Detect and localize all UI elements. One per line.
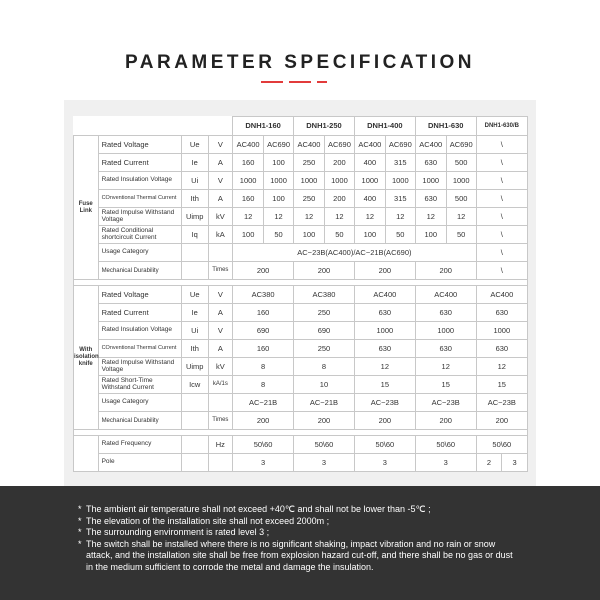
cell: \ bbox=[476, 172, 527, 190]
cell: 1000 bbox=[476, 322, 527, 340]
cell: 400 bbox=[354, 154, 385, 172]
cell: 160 bbox=[233, 154, 264, 172]
cell: 100 bbox=[264, 190, 294, 208]
table-row bbox=[74, 436, 528, 454]
row-label: Rated Short-Time Withstand Current bbox=[98, 376, 181, 394]
cell: 200 bbox=[354, 412, 415, 430]
cell: AC−23B bbox=[415, 394, 476, 412]
cell: 200 bbox=[476, 412, 527, 430]
cell: 250 bbox=[294, 304, 355, 322]
cell: 400 bbox=[354, 190, 385, 208]
cell: AC380 bbox=[233, 286, 294, 304]
notes-footer bbox=[0, 486, 600, 600]
cell: 100 bbox=[294, 226, 325, 244]
row-label: COnventional Thermal Current bbox=[98, 340, 181, 358]
cell: 500 bbox=[446, 154, 476, 172]
cell: 1000 bbox=[354, 172, 385, 190]
symbol: Ith bbox=[181, 340, 208, 358]
cell: 12 bbox=[446, 208, 476, 226]
row-label: Mechanical Durability bbox=[98, 262, 181, 280]
note-item: * The ambient air temperature shall not exceed +40℃ and shall not be lower than -5℃ ; bbox=[78, 504, 518, 516]
row-label: Rated Current bbox=[98, 304, 181, 322]
cell: AC380 bbox=[294, 286, 355, 304]
cell: 50 bbox=[446, 226, 476, 244]
header-dnh1-400: DNH1-400 bbox=[354, 117, 415, 136]
unit: A bbox=[208, 304, 233, 322]
cell: \ bbox=[476, 244, 527, 262]
cell: \ bbox=[476, 208, 527, 226]
row-label: Rated Frequency bbox=[98, 436, 181, 454]
note-item: * The switch shall be installed where there is no significant shaking, impact vibration and no rain or snow attack, and the installation site shall be free from explosion hazard cut-off, and there shall be no gas or dust in the medium sufficient to corrode the metal and damage the insulation. bbox=[78, 539, 518, 574]
cell: \ bbox=[476, 154, 527, 172]
cell: 250 bbox=[294, 340, 355, 358]
cell: 1000 bbox=[415, 322, 476, 340]
cell: AC−21B bbox=[294, 394, 355, 412]
cell: AC400 bbox=[354, 136, 385, 154]
cell: 630 bbox=[476, 304, 527, 322]
unit: kV bbox=[208, 358, 233, 376]
cell: 160 bbox=[233, 340, 294, 358]
cell: 15 bbox=[415, 376, 476, 394]
cell: 12 bbox=[476, 358, 527, 376]
page-title: PARAMETER SPECIFICATION bbox=[124, 52, 476, 73]
note-item: * The surrounding environment is rated level 3 ; bbox=[78, 527, 518, 539]
cell: 630 bbox=[354, 340, 415, 358]
cell: 12 bbox=[233, 208, 264, 226]
cell: 12 bbox=[415, 208, 446, 226]
cell: 50 bbox=[264, 226, 294, 244]
cell: 1000 bbox=[233, 172, 264, 190]
unit: V bbox=[208, 286, 233, 304]
cell: \ bbox=[476, 190, 527, 208]
unit: V bbox=[208, 172, 233, 190]
table-row bbox=[74, 358, 528, 376]
row-label: Usage Category bbox=[98, 244, 181, 262]
cell: AC400 bbox=[354, 286, 415, 304]
symbol: Icw bbox=[181, 376, 208, 394]
symbol: Iq bbox=[181, 226, 208, 244]
row-label: Mechanical Durability bbox=[98, 412, 181, 430]
header-dnh1-160: DNH1-160 bbox=[233, 117, 294, 136]
unit: kA bbox=[208, 226, 233, 244]
symbol: Uimp bbox=[181, 208, 208, 226]
cell: 3 bbox=[502, 454, 528, 472]
unit: V bbox=[208, 136, 233, 154]
notes-list bbox=[0, 486, 518, 573]
cell: 8 bbox=[294, 358, 355, 376]
row-label: Pole bbox=[98, 454, 181, 472]
group-fuse-link: Fuse Link bbox=[74, 136, 99, 280]
table-row bbox=[74, 190, 528, 208]
cell: 200 bbox=[294, 262, 355, 280]
symbol: Ith bbox=[181, 190, 208, 208]
cell: 200 bbox=[354, 262, 415, 280]
cell: 1000 bbox=[354, 322, 415, 340]
cell: AC690 bbox=[264, 136, 294, 154]
cell: 250 bbox=[294, 154, 325, 172]
table-row bbox=[74, 208, 528, 226]
cell: AC400 bbox=[233, 136, 264, 154]
cell: 200 bbox=[233, 262, 294, 280]
group-isolation-knife: With isolation knife bbox=[74, 286, 99, 430]
cell: 200 bbox=[324, 190, 354, 208]
table-row bbox=[74, 376, 528, 394]
symbol: Ie bbox=[181, 154, 208, 172]
cell: AC−21B bbox=[233, 394, 294, 412]
symbol: Ue bbox=[181, 286, 208, 304]
cell: 1000 bbox=[415, 172, 446, 190]
cell: 3 bbox=[294, 454, 355, 472]
table-row bbox=[74, 244, 528, 262]
cell: 10 bbox=[294, 376, 355, 394]
title-accent-line bbox=[261, 81, 327, 83]
cell: 690 bbox=[294, 322, 355, 340]
row-label: Rated Voltage bbox=[98, 136, 181, 154]
cell: 630 bbox=[415, 340, 476, 358]
cell: \ bbox=[476, 226, 527, 244]
cell: 630 bbox=[415, 190, 446, 208]
row-label: Rated Impulse Withstand Voltage bbox=[98, 358, 181, 376]
cell: 12 bbox=[415, 358, 476, 376]
cell: 500 bbox=[446, 190, 476, 208]
unit: A bbox=[208, 154, 233, 172]
symbol: Uimp bbox=[181, 358, 208, 376]
cell: 3 bbox=[415, 454, 476, 472]
row-label: Rated Insulation Voltage bbox=[98, 172, 181, 190]
cell: AC−23B(AC400)/AC−21B(AC690) bbox=[233, 244, 477, 262]
table-row bbox=[74, 136, 528, 154]
cell: 15 bbox=[476, 376, 527, 394]
cell: AC400 bbox=[294, 136, 325, 154]
cell: 50\60 bbox=[233, 436, 294, 454]
table-row bbox=[74, 304, 528, 322]
table-row bbox=[74, 226, 528, 244]
cell: 50\60 bbox=[294, 436, 355, 454]
header-row bbox=[74, 117, 528, 136]
cell: AC690 bbox=[324, 136, 354, 154]
cell: 8 bbox=[233, 376, 294, 394]
symbol: Ue bbox=[181, 136, 208, 154]
cell: 100 bbox=[264, 154, 294, 172]
cell: 1000 bbox=[324, 172, 354, 190]
cell: 1000 bbox=[446, 172, 476, 190]
cell: AC400 bbox=[415, 136, 446, 154]
cell: 630 bbox=[476, 340, 527, 358]
unit: A bbox=[208, 340, 233, 358]
cell: 630 bbox=[415, 304, 476, 322]
table-row bbox=[74, 394, 528, 412]
cell: 1000 bbox=[294, 172, 325, 190]
row-label: Rated Impulse Withstand Voltage bbox=[98, 208, 181, 226]
unit: Times bbox=[208, 412, 233, 430]
cell: 100 bbox=[354, 226, 385, 244]
header-dnh1-630: DNH1-630 bbox=[415, 117, 476, 136]
symbol: Ie bbox=[181, 304, 208, 322]
cell: 12 bbox=[354, 208, 385, 226]
cell: 50 bbox=[324, 226, 354, 244]
cell: 50 bbox=[385, 226, 415, 244]
unit: kV bbox=[208, 208, 233, 226]
cell: 690 bbox=[233, 322, 294, 340]
row-label: COnventional Thermal Current bbox=[98, 190, 181, 208]
cell: AC690 bbox=[446, 136, 476, 154]
cell: 12 bbox=[324, 208, 354, 226]
cell: 160 bbox=[233, 304, 294, 322]
unit: kA/1s bbox=[208, 376, 233, 394]
cell: 200 bbox=[415, 412, 476, 430]
unit: Hz bbox=[208, 436, 233, 454]
row-label: Usage Category bbox=[98, 394, 181, 412]
unit: V bbox=[208, 322, 233, 340]
cell: 2 bbox=[476, 454, 502, 472]
cell: 50\60 bbox=[476, 436, 527, 454]
cell: 1000 bbox=[385, 172, 415, 190]
cell: 200 bbox=[233, 412, 294, 430]
cell: AC690 bbox=[385, 136, 415, 154]
cell: 1000 bbox=[264, 172, 294, 190]
row-label: Rated Current bbox=[98, 154, 181, 172]
cell: 12 bbox=[354, 358, 415, 376]
cell: 315 bbox=[385, 154, 415, 172]
cell: 8 bbox=[233, 358, 294, 376]
unit: Times bbox=[208, 262, 233, 280]
cell: 12 bbox=[264, 208, 294, 226]
cell: AC−23B bbox=[476, 394, 527, 412]
cell: 100 bbox=[233, 226, 264, 244]
cell: 200 bbox=[294, 412, 355, 430]
spec-table bbox=[73, 116, 528, 472]
cell: 3 bbox=[354, 454, 415, 472]
header-dnh1-630b: DNH1-630/B bbox=[476, 117, 527, 136]
cell: \ bbox=[476, 136, 527, 154]
cell: AC400 bbox=[415, 286, 476, 304]
note-item: * The elevation of the installation site shall not exceed 2000m ; bbox=[78, 516, 518, 528]
table-row bbox=[74, 340, 528, 358]
row-label: Rated Insulation Voltage bbox=[98, 322, 181, 340]
cell: 12 bbox=[294, 208, 325, 226]
symbol: Ui bbox=[181, 172, 208, 190]
cell: \ bbox=[476, 262, 527, 280]
cell: 315 bbox=[385, 190, 415, 208]
cell: 630 bbox=[354, 304, 415, 322]
cell: 15 bbox=[354, 376, 415, 394]
cell: 50\60 bbox=[354, 436, 415, 454]
table-row bbox=[74, 172, 528, 190]
row-label: Rated Conditional shortcircuit Current bbox=[98, 226, 181, 244]
header-dnh1-250: DNH1-250 bbox=[294, 117, 355, 136]
cell: 250 bbox=[294, 190, 325, 208]
table-row bbox=[74, 322, 528, 340]
cell: 3 bbox=[233, 454, 294, 472]
cell: 100 bbox=[415, 226, 446, 244]
table-row bbox=[74, 454, 528, 472]
cell: AC400 bbox=[476, 286, 527, 304]
cell: 200 bbox=[415, 262, 476, 280]
table-row bbox=[74, 262, 528, 280]
cell: 160 bbox=[233, 190, 264, 208]
table-row bbox=[74, 154, 528, 172]
row-label: Rated Voltage bbox=[98, 286, 181, 304]
unit: A bbox=[208, 190, 233, 208]
symbol: Ui bbox=[181, 322, 208, 340]
table-row bbox=[74, 286, 528, 304]
cell: 50\60 bbox=[415, 436, 476, 454]
cell: AC−23B bbox=[354, 394, 415, 412]
cell: 200 bbox=[324, 154, 354, 172]
cell: 630 bbox=[415, 154, 446, 172]
cell: 12 bbox=[385, 208, 415, 226]
table-row bbox=[74, 412, 528, 430]
